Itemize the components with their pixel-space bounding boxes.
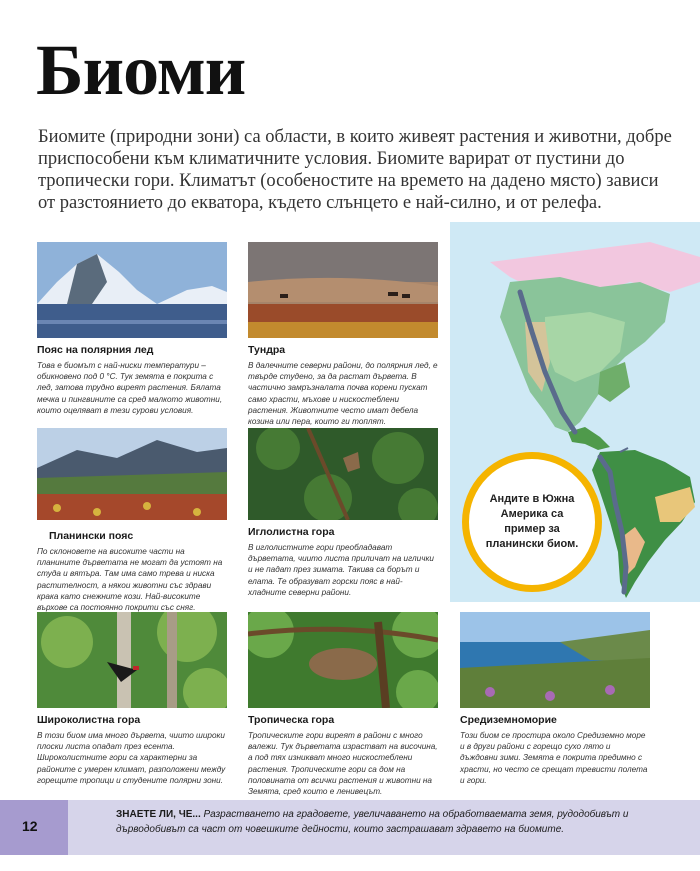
biome-card-mediterranean: [460, 612, 650, 786]
biome-title: Планински пояс: [49, 530, 134, 542]
biome-card-polar-ice: [37, 242, 227, 416]
mediterranean-photo: [460, 612, 650, 708]
biome-title: Тундра: [248, 344, 286, 356]
biome-card-coniferous: [248, 428, 438, 598]
intro-paragraph: Биомите (природни зони) са области, в които живеят растения и животни, добре приспособени към климатичните условия. Биомите варират от пустини до тропически гори. Климатът (особеностите на времето на дадено място) зависи от разстоянието до екватора, където слънцето е най-силно, и от релефа.: [38, 127, 672, 213]
mountain-photo: [37, 428, 227, 520]
biome-description: Това е биомът с най-ниски температури – обикновено под 0 °С. Тук земята е покрита с лед, затова трудно виреят растения. Бялата мечка и пингвините са сред малкото животни, които оцеляват в тези сурови условия.: [37, 361, 223, 415]
biome-card-tundra: [248, 242, 438, 427]
polar-ice-photo: [37, 242, 227, 338]
biome-description: По склоновете на високите части на планините дърветата не могат да устоят на студа и вятъра. Там има само трева и ниска растителност, а някои животни със здрави крака като снежните кози. Най-високите върхове са постоянно покрити със сняг.: [37, 547, 223, 613]
biome-title: Пояс на полярния лед: [37, 344, 154, 356]
biome-card-mountain: [37, 428, 227, 613]
biome-title: Тропическа гора: [248, 714, 335, 726]
tropical-photo: [248, 612, 438, 708]
biome-description: Тропическите гори виреят в райони с много валежи. Тук дърветата израстват на височина, а под тях изникват много нискостеблени растения. Тропическите гори са дом на половината от всички растения и животни на Земята, сред които е ленивецът.: [248, 731, 438, 797]
biome-description: В далечните северни райони, до полярния лед, е твърде студено, за да растат дървета. В частично замръзналата почва корени пускат само храсти, мъхове и нискостеблени растения. Животните често имат дебела козина или пера, които ги топлят.: [248, 361, 438, 427]
biome-title: Средиземноморие: [460, 714, 557, 726]
did-you-know-label: ЗНАЕТЕ ЛИ, ЧЕ...: [116, 809, 201, 820]
page-number-tab: [0, 800, 68, 855]
did-you-know-body: Разрастването на градовете, увеличаването на обработваемата земя, рудодобивът и дърводобивът са част от човешките дейности, които застрашават здравето на биомите.: [116, 809, 629, 835]
biome-description: В този биом има много дървета, чиито широки плоски листа опадат през есента. Широколистните гори са характерни за районите с умерен климат, разположени между горещите тропици и студените полярни зони.: [37, 731, 226, 785]
biome-card-tropical: [248, 612, 438, 797]
deciduous-photo: [37, 612, 227, 708]
biome-title: Широколистна гора: [37, 714, 141, 726]
tundra-photo: [248, 242, 438, 338]
did-you-know-band: [0, 800, 700, 855]
callout-text: Андите в Южна Америка са пример за планински биом.: [485, 493, 579, 550]
page-title: Биоми: [36, 30, 246, 110]
biome-description: В иглолистните гори преобладават дърветата, чиито листа приличат на иглички и не падат през зимата. Такива са борът и елата. Те образуват горски пояс в най-хладните северни райони.: [248, 543, 434, 597]
coniferous-photo: [248, 428, 438, 520]
did-you-know-text: [116, 807, 676, 837]
biome-description: Този биом се простира около Средиземно море и в други райони с горещо сухо лято и дъждовни зими. Земята е покрита предимно с храсти, но често се срещат тревисти полета и гори.: [460, 731, 648, 785]
page-number: 12: [22, 818, 38, 834]
andes-callout: [462, 452, 602, 592]
biome-title: Иглолистна гора: [248, 526, 335, 538]
biome-card-deciduous: [37, 612, 227, 786]
